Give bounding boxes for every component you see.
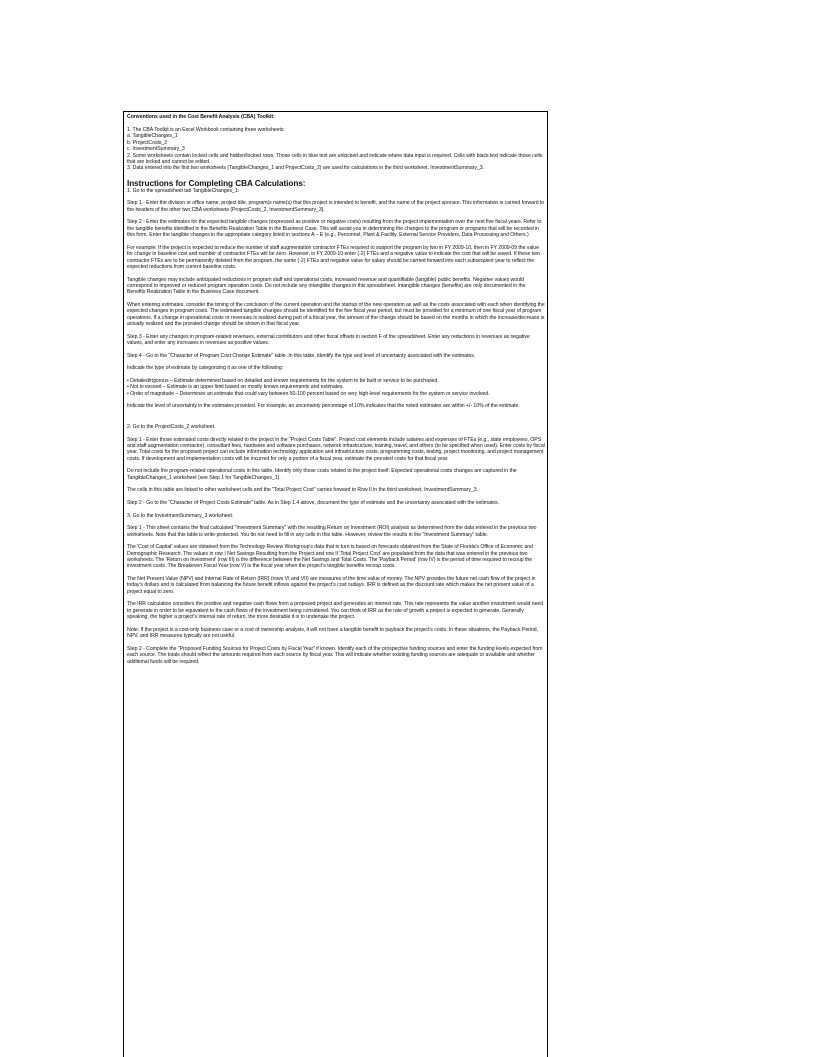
project-costs-exclusion-note: Do not include the program-related operational costs in this table. Identify only those costs related to the project itself. Expected operational costs changes are captured in the TangibleChanges_1 worksheet (see Step 1 for TangibleChanges_1).: [127, 468, 517, 481]
convention-1: 1. The CBA Toolkit is an Excel Workbook containing three worksheets:: [127, 126, 285, 133]
project-costs-step-2: Step 2 - Go to the "Character of Project Costs Estimate" table. As in Step 1.4 above, document the type of estimate and the uncertainty associated with the estimates.: [127, 499, 499, 506]
tangible-example: For example: If the project is expected to reduce the number of staff augmentation contractor FTEs required to support the program by two in FY 2009-10, then in FY 2009-09 the value for change in baseline cost and number of contractor FTEs will be zero. However, in FY 2009-10 enter (-2) FTEs and a negative value to indicate the cost that will be saved. If these two contractor FTEs are to be permanently deleted from the program, the same (-2) FTEs and negative value for salary should be carried forward into each subsequent year to reflect the expected reductions from current baseline costs.: [127, 244, 540, 270]
section-2-heading: 2. Go to the ProjectCosts_2 worksheet.: [127, 423, 216, 430]
instructions-heading: Instructions for Completing CBA Calculations:: [127, 178, 306, 188]
convention-2: 2. Some worksheets contain locked cells and hidden/locked rows. Those cells in blue text are unlocked and indicate where data input is required. Cells with black text indicate those cells that are locked and cannot be edited.: [127, 152, 543, 165]
estimate-type-item: • Not to exceed – Estimate is an upper limit based on mostly known requirements and estimates.: [127, 384, 344, 391]
section-3-heading: 3. Go to the InvestmentSummary_3 worksheet.: [127, 512, 234, 519]
section-1-heading: 1. Go to the spreadsheet tab TangibleChanges_1:: [127, 187, 240, 194]
project-costs-linked-note: The cells in this table are linked to other worksheet cells and the "Total Project Cost" carries forward to Row II in the third worksheet, InvestmentSummary_3.: [127, 487, 478, 494]
tangible-timing-note: When entering estimates, consider the timing of the conclusion of the current operation and the startup of the new operation as well as the costs associated with each when identifying the expected changes in program costs. The estimated tangible changes should be identified for the five fiscal year period, but must be provided for a minimum of one fiscal year of program operations. If a change in operational costs or revenues is realized during part of a fiscal year, the amount of the change should be based on the months in which the increase/decrease is actually realized and the prorated change should be shown in that fiscal year.: [127, 301, 545, 328]
tangible-step-3: Step 3 - Enter any changes in program-related revenues, external contributors and other fiscal offsets in section F of the spreadsheet. Enter any reductions in revenues as negative values, and enter any increases in revenues as positive values.: [127, 333, 530, 347]
cost-of-capital-note: The 'Cost of Capital' values are obtained from the Technology Review Workgroup's data that in turn is based on forecasts obtained from the State of Florida's Office of Economic and Demographic Research. The values in row I Net Savings Resulting from the Project and row II 'Total Project Cost' are populated from the data that was entered in the previous two worksheets. The 'Return on Investment' (row III) is the difference between the Net Savings and Total Costs. The 'Payback Period' (row IV) is the period of time required to recoup the investment costs. The Breakeven Fiscal Year (row V) is the fiscal year when the project's tangible benefits recoup costs.: [127, 544, 533, 570]
project-costs-step-1: Step 1 - Enter those estimated costs directly related to the project in the "Project Costs Table". Project cost elements include salaries and expenses of FTEs (e.g., state employees, OPS and staff augmentation contractor), consultant fees, hardware and software purchases, network infrastructure, training, travel, and others (to be specified when used). Enter costs by fiscal year. Total costs for the proposed project can include information technology application and infrastructure costs, programming costs, testing, project monitoring, and project management costs. If development and implementation costs will be incurred for only a portion of a fiscal year, estimate the prorated costs for that fiscal year.: [127, 436, 545, 462]
document-body: [127, 114, 545, 671]
estimate-type-item: • Order of magnitude – Determines an estimate that could vary between 50-100 percent based on very high-level requirements for the system or service involved.: [127, 390, 490, 397]
estimate-type-item: • Detailed/rigorous – Estimate determined based on detailed and known requirements for the system to be built or service to be purchased.: [127, 377, 439, 384]
irr-calculation-note: The IRR calculation considers the positive and negative cash flows from a proposed project and generates an interest rate. This rate represents the value another investment would need to generate in order to be equivalent to the cash flows of the investment being considered. You can think of IRR as the rate of growth a project is expected to generate. Generally speaking, the higher a project's internal rate of return, the more desirable it is to undertake the project.: [127, 601, 544, 621]
convention-3: 3. Data entered into the first two worksheets (TangibleChanges_1 and ProjectCosts_2) are used for calculations in the third worksheet, InvestmentSummary_3.: [127, 165, 485, 172]
worksheet-item: a. TangibleChanges_1: [127, 133, 178, 140]
investment-step-2: Step 2 - Complete the "Proposed Funding Sources for Project Costs by Fiscal Year" if known. Identify each of the prospective funding sources and enter the funding levels expected from each source. The totals should reflect the amounts required from each source by fiscal year. This will indicate whether existing funding sources are adequate or available and whether additional funds will be required.: [127, 645, 543, 665]
tangible-step-1: Step 1 - Enter the division or office name, project title, program(s name(s) that this project is intended to benefit, and the name of the project sponsor. This information is carried forward to the headers of the other two CBA worksheets (ProjectCosts_2, InvestmentSummary_3).: [127, 200, 545, 213]
worksheet-item: c. InvestmentSummary_3: [127, 146, 185, 153]
cost-only-note: Note: If the project is a cost-only business case or a cost of ownership analysis, it will not have a tangible benefit to payback the project's costs. In these situations, the Payback Period, NPV, and IRR measures typically are not useful.: [127, 626, 538, 640]
conventions-title: Conventions used in the Cost Benefit Analysis (CBA) Toolkit:: [127, 114, 275, 120]
npv-irr-note: The Net Present Value (NPV) and Internal Rate of Return (IRR) (rows VI and VII) are measures of the time value of money. The NPV provides the future net cash flow of the project in today's dollars and is calculated from balancing the future benefit inflows against the project's cost outlays. IRR is defined as the discount rate which makes the net present value of a project equal to zero.: [127, 575, 536, 595]
tangible-step-2: Step 2 - Enter the estimates for the expected tangible changes (expressed as positive or negative costs) resulting from the project implementation over the next five fiscal years. Refer to the tangible benefits identified in the Benefits Realization Table in the Business Case. This will assist you in determining the changes to the program or programs that will be recorded in this form. Enter the tangible changes in the appropriate category listed in sections A – E (e.g., Personnel, Plant & Facility, External Service Providers, Data Processing and Others.): [127, 219, 542, 239]
tangible-changes-note: Tangible changes may include anticipated reductions in program staff and operational costs, increased revenue and quantifiable (tangible) public benefits. Negative values would correspond to improved or reduced program operation costs. Do not include any intangible changes in this spreadsheet. Intangible changes (benefits) are only documented in the Benefits Realization Table in the Business Case document.: [127, 276, 526, 296]
tangible-step-4: Step 4 - Go to the "Character of Program Cost Change Estimate" table. In this table, identify the type and level of uncertainty associated with the estimates.: [127, 352, 476, 359]
estimate-type-list: [127, 378, 545, 397]
uncertainty-note: Indicate the level of uncertainty in the estimates provided. For example, an uncertainty percentage of 10% indicates that the noted estimates are within +/- 10% of the estimate.: [127, 403, 520, 410]
worksheet-item: b. ProjectCosts_2: [127, 139, 168, 146]
estimate-type-intro: Indicate the type of estimate by categorizing it as one of the following:: [127, 365, 284, 372]
worksheet-list: [127, 133, 545, 152]
investment-step-1: Step 1 - This sheet contains the final calculated "Investment Summary" with the resulting Return on Investment (ROI) analysis as determined from the data entered in the previous two worksheets. Note that this table is write-protected. You do not need to fill in any cells in this table. However, review the results in the "Investment Summary" table.: [127, 525, 537, 538]
